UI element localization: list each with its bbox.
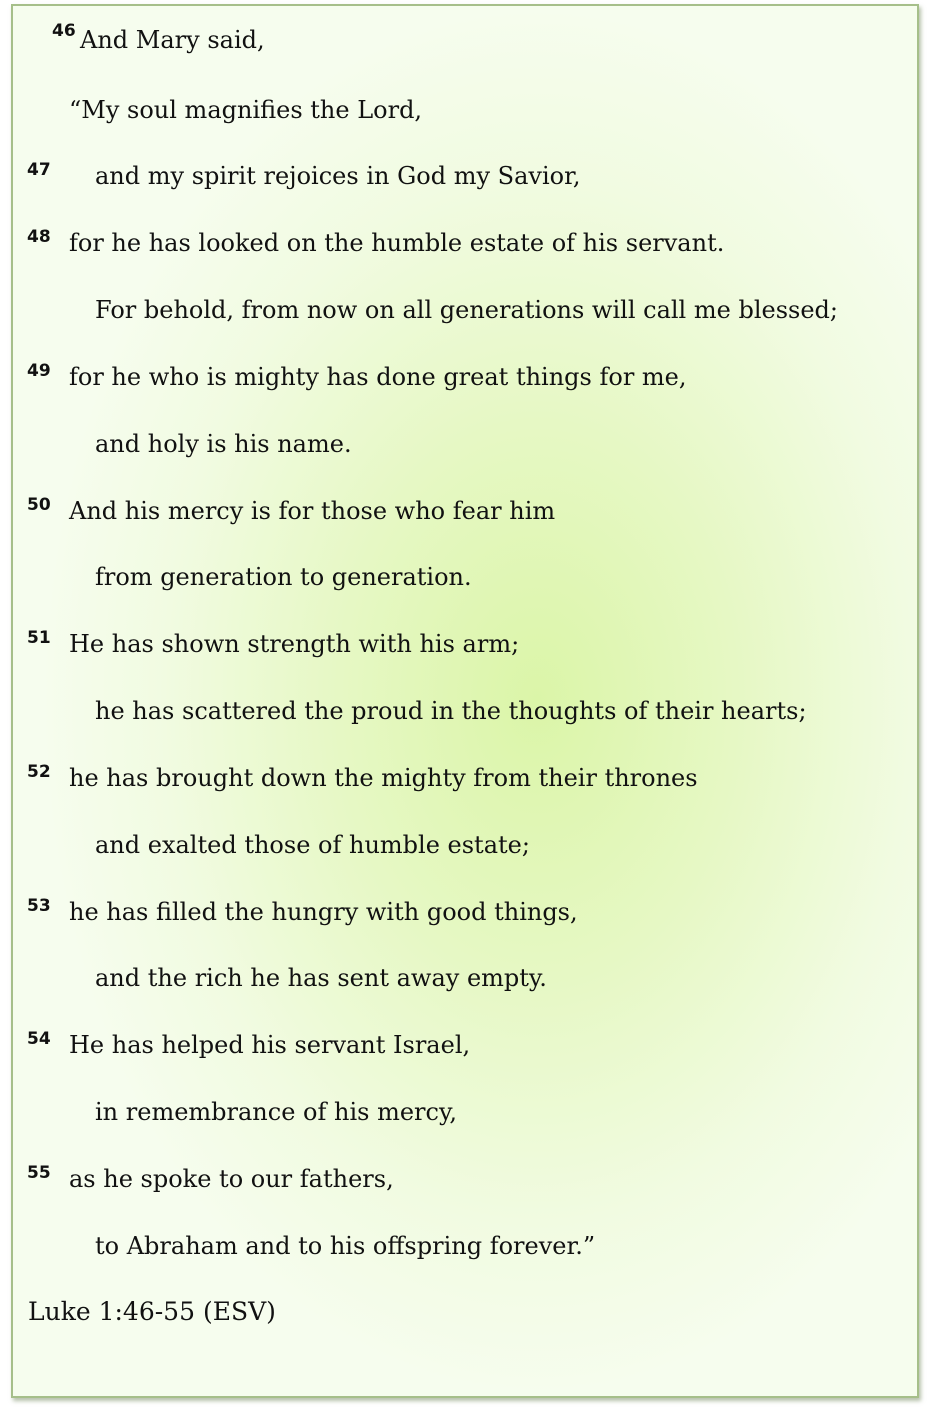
scripture-card bbox=[11, 4, 919, 1398]
verse-line bbox=[13, 825, 917, 865]
verse-line bbox=[13, 1092, 917, 1132]
verse-text: and the rich he has sent away empty. bbox=[95, 964, 547, 992]
verse-line bbox=[13, 758, 917, 798]
verse-text: for he has looked on the humble estate of his servant. bbox=[69, 229, 725, 257]
verse-text: He has helped his servant Israel, bbox=[69, 1031, 471, 1059]
scripture-citation: Luke 1:46-55 (ESV) bbox=[28, 1297, 276, 1326]
verse-text: He has shown strength with his arm; bbox=[69, 630, 520, 658]
verse-number: 55 bbox=[27, 1163, 51, 1183]
verse-line bbox=[13, 90, 917, 130]
verse-number: 49 bbox=[27, 361, 51, 381]
verse-text: “My soul magnifies the Lord, bbox=[69, 96, 423, 124]
verse-text: and holy is his name. bbox=[95, 430, 352, 458]
verse-text: in remembrance of his mercy, bbox=[95, 1098, 457, 1126]
verse-number: 46 bbox=[52, 21, 76, 41]
verse-number: 54 bbox=[27, 1029, 51, 1049]
verse-line bbox=[13, 20, 917, 60]
verse-text: he has brought down the mighty from their thrones bbox=[69, 764, 698, 792]
verse-line bbox=[13, 357, 917, 397]
verse-text: for he who is mighty has done great things for me, bbox=[69, 363, 687, 391]
verse-line bbox=[13, 1226, 917, 1266]
verse-number: 52 bbox=[27, 762, 51, 782]
verse-text: as he spoke to our fathers, bbox=[69, 1165, 394, 1193]
verse-line bbox=[13, 424, 917, 464]
verse-line bbox=[13, 624, 917, 664]
verse-text: For behold, from now on all generations will call me blessed; bbox=[95, 296, 838, 324]
verse-text: to Abraham and to his offspring forever.” bbox=[95, 1232, 596, 1260]
verse-line bbox=[13, 958, 917, 998]
verse-text: and my spirit rejoices in God my Savior, bbox=[95, 162, 581, 190]
verse-line bbox=[13, 156, 917, 196]
verse-text: he has filled the hungry with good things, bbox=[69, 898, 578, 926]
verse-line bbox=[13, 691, 917, 731]
verse-line bbox=[13, 1025, 917, 1065]
verse-text: And Mary said, bbox=[80, 26, 265, 54]
verse-line bbox=[13, 290, 917, 330]
verse-line bbox=[13, 892, 917, 932]
verse-text: And his mercy is for those who fear him bbox=[69, 497, 556, 525]
verse-text: he has scattered the proud in the thoughts of their hearts; bbox=[95, 697, 807, 725]
verse-number: 50 bbox=[27, 495, 51, 515]
verse-number: 51 bbox=[27, 628, 51, 648]
verse-text: from generation to generation. bbox=[95, 563, 472, 591]
verse-line bbox=[13, 491, 917, 531]
verse-line bbox=[13, 557, 917, 597]
verse-number: 48 bbox=[27, 227, 51, 247]
verse-line bbox=[13, 223, 917, 263]
verse-line bbox=[13, 1159, 917, 1199]
verse-text: and exalted those of humble estate; bbox=[95, 831, 530, 859]
verse-number: 53 bbox=[27, 896, 51, 916]
verse-number: 47 bbox=[27, 160, 51, 180]
